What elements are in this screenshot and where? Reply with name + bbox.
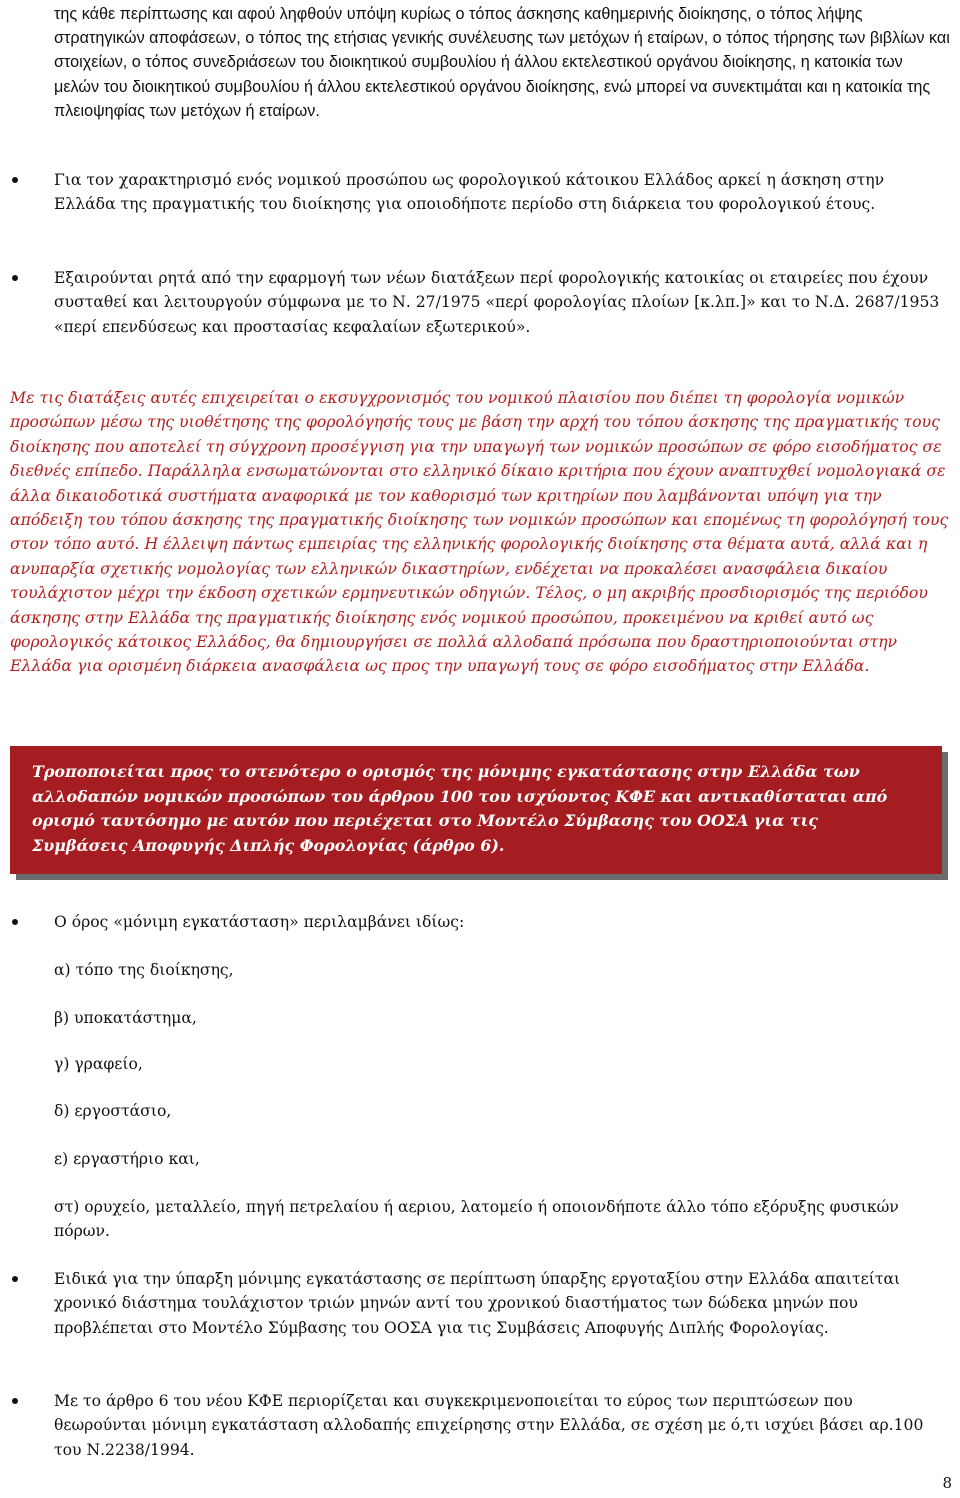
banner-text: Τροποποιείται προς το στενότερο ο ορισμός της μόνιμης εγκατάστασης στην Ελλάδα των αλλοδαπών νομικών προσώπων του άρθρου 100 του ισχύοντος ΚΦΕ και αντικαθίσταται από ορισμό ταυτόσημο με αυτόν που περιέχεται στο Μοντέλο Σύμβασης του ΟΟΣΑ για τις Συμβάσεις Αποφυγής Διπλής Φορολογίας (άρθρο 6). [32,762,888,855]
bullet-pe-definition: Ο όρος «μόνιμη εγκατάσταση» περιλαμβάνει ιδίως: [54,910,950,934]
pe-item: γ) γραφείο, [54,1055,143,1073]
bullet-tax-residence: Για τον χαρακτηρισμό ενός νομικού προσώπου ως φορολογικού κάτοικου Ελλάδος αρκεί η άσκηση στην Ελλάδα της πραγματικής του διοίκησης για οποιοδήποτε περίοδο στη διάρκεια του φορολογικού έτους. [54,168,950,217]
pe-item: ε) εργαστήριο και, [54,1150,200,1168]
commentary-paragraph: Με τις διατάξεις αυτές επιχειρείται ο εκσυγχρονισμός του νομικού πλαισίου που διέπει τη φορολογία νομικών προσώπων μέσω της υιοθέτησης της φορολόγησής τους με βάση την αρχή του τόπου άσκησης της πραγματικής τους διοίκησης που αποτελεί τη σύγχρονη προσέγγιση για την υπαγωγή των νομικών προσώπων σε φόρο εισοδήματος σε διεθνές επίπεδο. Παράλληλα ενσωματώνονται στο ελληνικό δίκαιο κριτήρια που έχουν αναπτυχθεί νομολογιακά σε άλλα δικαιοδοτικά συστήματα αναφορικά με τον καθορισμό των κριτηρίων που λαμβάνονται υπόψη για την απόδειξη του τόπου άσκησης της πραγματικής διοίκησης των νομικών προσώπων και επομένως τη φορολόγησή τους στον τόπο αυτό. Η έλλειψη πάντως εμπειρίας της ελληνικής φορολογικής διοίκησης στα θέματα αυτά, αλλά και η ανυπαρξία σχετικής νομολογίας των ελληνικών δικαστηρίων, ενδέχεται να προκαλέσει ανασφάλεια δικαίου τουλάχιστον μέχρι την έκδοση σχετικών ερμηνευτικών οδηγιών. Τέλος, ο μη ακριβής προσδιορισμός της περιόδου άσκησης στην Ελλάδα της πραγματικής διοίκησης ενός νομικού προσώπου, προκειμένου να κριθεί αυτό ως φορολογικός κάτοικος Ελλάδος, θα δημιουργήσει σε πολλά αλλοδαπά πρόσωπα που δραστηριοποιούνται στην Ελλάδα για ορισμένη διάρκεια ανασφάλεια ως προς την υπαγωγή τους σε φόρο εισοδήματος στην Ελλάδα. [10,388,949,676]
bullet-construction-site: Ειδικά για την ύπαρξη μόνιμης εγκατάστασης σε περίπτωση ύπαρξης εργοταξίου στην Ελλάδα απαιτείται χρονικό διάστημα τουλάχιστον τριών μηνών αντί του χρονικού διαστήματος των δώδεκα μηνών που προβλέπεται στο Μοντέλο Σύμβασης του ΟΟΣΑ για τις Συμβάσεις Αποφυγής Διπλής Φορολογίας. [54,1267,950,1340]
pe-item: α) τόπο της διοίκησης, [54,961,234,979]
bullet-article-6: Με το άρθρο 6 του νέου ΚΦΕ περιορίζεται και συγκεκριμενοποιείται το εύρος των περιπτώσεων που θεωρούνται μόνιμη εγκατάσταση αλλοδαπής επιχείρησης στην Ελλάδα, σε σχέση με ό,τι ισχύει βάσει αρ.100 του Ν.2238/1994. [54,1389,950,1462]
bullet-exemptions: Εξαιρούνται ρητά από την εφαρμογή των νέων διατάξεων περί φορολογικής κατοικίας οι εταιρείες που έχουν συσταθεί και λειτουργούν σύμφωνα με το Ν. 27/1975 «περί φορολογίας πλοίων [κ.λπ.]» και το Ν.Δ. 2687/1953 «περί επενδύσεως και προστασίας κεφαλαίων εξωτερικού». [54,266,950,339]
page-number: 8 [942,1474,952,1492]
highlight-banner [10,746,942,874]
pe-item: β) υποκατάστημα, [54,1009,197,1027]
pe-item: στ) ορυχείο, μεταλλείο, πηγή πετρελαίου ή αεριου, λατομείο ή οποιονδήποτε άλλο τόπο εξόρυξης φυσικών πόρων. [54,1198,899,1241]
intro-paragraph: της κάθε περίπτωσης και αφού ληφθούν υπόψη κυρίως ο τόπος άσκησης καθημερινής διοίκησης, ο τόπος λήψης στρατηγικών αποφάσεων, ο τόπος της ετήσιας γενικής συνέλευσης των μετόχων ή εταίρων, ο τόπος τήρησης των βιβλίων και στοιχείων, ο τόπος συνεδριάσεων του διοικητικού συμβουλίου ή άλλου εκτελεστικού οργάνου διοίκησης, η κατοικία των μελών του διοικητικού συμβουλίου ή άλλου εκτελεστικού οργάνου διοίκησης, ενώ μπορεί να συνεκτιμάται και η κατοικία της πλειοψηφίας των μετόχων ή εταίρων. [54,5,950,120]
pe-item: δ) εργοστάσιο, [54,1102,172,1120]
